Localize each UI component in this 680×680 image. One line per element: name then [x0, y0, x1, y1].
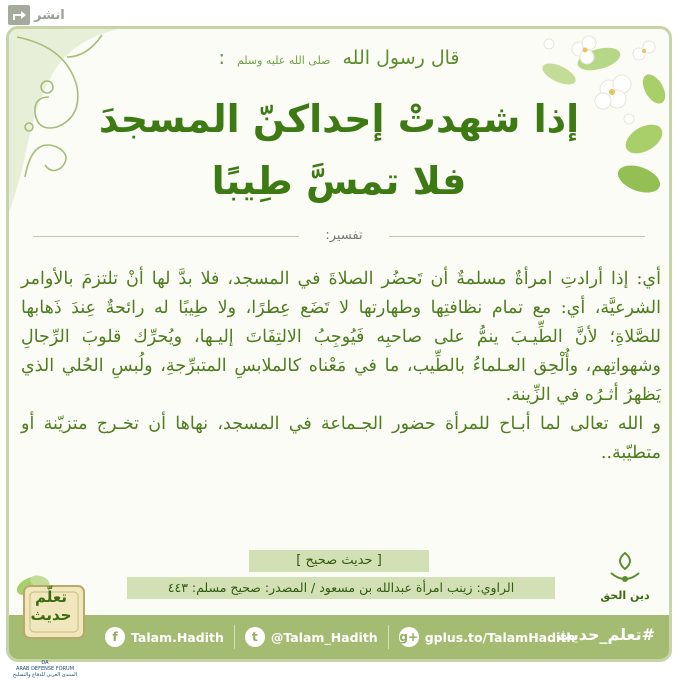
deen-alhaq-emblem-icon — [605, 551, 645, 587]
badge-line-1: تعلّم — [35, 588, 67, 606]
share-button[interactable] — [8, 4, 65, 26]
deen-alhaq-text: دين الحق — [600, 589, 650, 602]
facebook-icon: f — [105, 627, 125, 647]
narrator-source: الراوي: زينب امرأة عبدالله بن مسعود / المصدر: صحيح مسلم: ٤٤٣ — [127, 577, 555, 599]
footer-separator — [388, 625, 389, 649]
explanation-paragraph-2: و الله تعالى لما أبـاح للمرأة حضور الجـماعة في المسجد، نهاها أن تخـرج متزيّنة أو متطيّبة.. — [21, 414, 661, 463]
watermark-line-1: DA — [41, 660, 49, 666]
twitter-link[interactable] — [245, 627, 378, 647]
hadith-grade-badge: [ حديث صحيح ] — [249, 550, 429, 572]
share-arrow-icon — [8, 5, 30, 25]
hadith-headline-line2: فلا تمسَّ طِيبًا — [211, 159, 467, 203]
intro-colon: : — [218, 47, 225, 69]
hashtag[interactable]: #تعلم_حديث — [555, 625, 655, 644]
hadith-intro — [9, 47, 669, 69]
badge-line-2: حديث — [30, 606, 72, 624]
google-plus-handle: gplus.to/TalamHadith — [424, 629, 576, 645]
deen-alhaq-logo — [599, 551, 651, 613]
explanation-text — [21, 265, 661, 468]
google-plus-icon: g+ — [399, 627, 419, 647]
tafsir-label: تفسير: — [299, 228, 389, 243]
footer-separator — [234, 625, 235, 649]
facebook-handle: Talam.Hadith — [131, 629, 224, 645]
watermark-line-2: ARAB DEFENSE FORUM — [15, 666, 75, 672]
facebook-link[interactable] — [105, 627, 224, 647]
hadith-card — [6, 26, 672, 662]
talam-hadith-badge — [22, 588, 80, 624]
twitter-icon: t — [245, 627, 265, 647]
share-label: انشر — [34, 7, 65, 23]
twitter-handle: @Talam_Hadith — [270, 629, 378, 645]
social-footer — [9, 615, 669, 659]
intro-text: قال رسول الله — [342, 47, 460, 69]
watermark-line-3: المنتدى العربي للدفاع والتسليح — [12, 672, 78, 678]
hadith-headline-line1: إذا شهدتْ إحداكنّ المسجدَ — [98, 97, 580, 141]
forum-watermark — [2, 660, 88, 678]
pbuh-glyph: صلى الله عليه وسلم — [236, 54, 331, 67]
explanation-paragraph-1: أي: إذا أرادتِ امرأةٌ مسلمةٌ أن تَحضُر الصلاةَ في المسجد، فلا بدَّ لها أنْ تلتزمَ بالأوامر الشرعيَّة، أي: مع تمام نظافتِها وطهارتها لا تَضَع عِطرًا، ولا طِيبًا له رائحةٌ عِندَ ذَهابها للصَّلاةِ؛ لأنَّ الطِّيـبَ ينمُّ على صاحبِه فَيُوجِبُ الالتِفَاتَ إليـها، ويُحرِّك قلوبَ الرِّجالِ وشهواتِهم، وأُلْحِق العـلماءُ بالطِّيب، ما في مَعْناه كالملابسِ المتبرِّجةِ، ولُبسِ الحُلي الذي يَظهرُ أثـرُه في الزِّينة. — [21, 269, 661, 405]
google-plus-link[interactable] — [399, 627, 576, 647]
